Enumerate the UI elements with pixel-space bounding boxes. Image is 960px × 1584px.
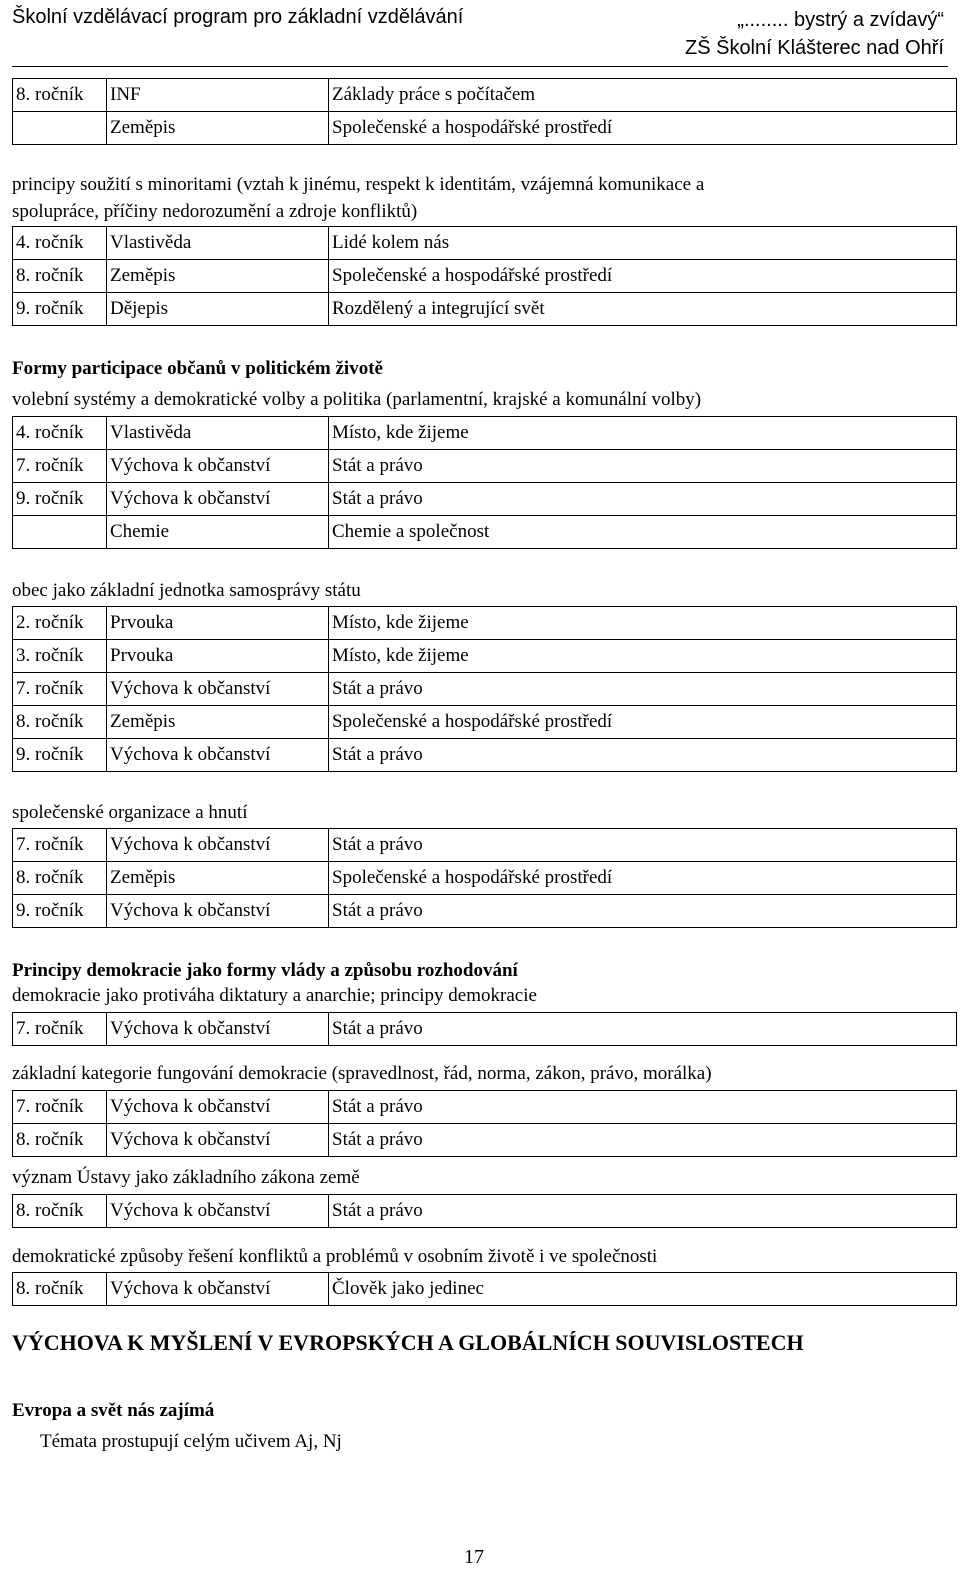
grade-cell: 4. ročník bbox=[13, 227, 107, 260]
grade-cell: 8. ročník bbox=[13, 1124, 107, 1157]
topic-cell: Stát a právo bbox=[329, 450, 957, 483]
header-school-name bbox=[685, 6, 944, 62]
table-row bbox=[13, 829, 957, 862]
subject-cell: Prvouka bbox=[107, 640, 329, 673]
subject-table-constitution bbox=[12, 1194, 957, 1228]
table-row bbox=[13, 112, 957, 145]
topic-cell: Stát a právo bbox=[329, 1013, 957, 1046]
heading-democracy-principles: Principy demokracie jako formy vlády a způsobu rozhodování bbox=[12, 960, 518, 981]
table-row bbox=[13, 1124, 957, 1157]
subject-table-elections bbox=[12, 416, 957, 549]
subject-cell: Zeměpis bbox=[107, 112, 329, 145]
grade-cell: 8. ročník bbox=[13, 706, 107, 739]
topic-cell: Chemie a společnost bbox=[329, 516, 957, 549]
paragraph-categories: základní kategorie fungování demokracie (spravedlnost, řád, norma, zákon, právo, morálka) bbox=[12, 1063, 712, 1084]
table-row bbox=[13, 516, 957, 549]
subject-cell: Výchova k občanství bbox=[107, 1195, 329, 1228]
grade-cell: 9. ročník bbox=[13, 895, 107, 928]
topic-cell: Stát a právo bbox=[329, 483, 957, 516]
subject-table-organizations bbox=[12, 828, 957, 928]
grade-cell bbox=[13, 112, 107, 145]
table-row bbox=[13, 895, 957, 928]
header-motto: „........ bystrý a zvídavý“ bbox=[737, 9, 944, 31]
header-school: ZŠ Školní Klášterec nad Ohří bbox=[684, 37, 944, 59]
table-row bbox=[13, 293, 957, 326]
topic-cell: Společenské a hospodářské prostředí bbox=[329, 112, 957, 145]
subject-cell: Výchova k občanství bbox=[107, 483, 329, 516]
subject-cell: Chemie bbox=[107, 516, 329, 549]
table-row bbox=[13, 450, 957, 483]
table-row bbox=[13, 79, 957, 112]
grade-cell: 8. ročník bbox=[13, 1195, 107, 1228]
grade-cell: 2. ročník bbox=[13, 607, 107, 640]
grade-cell: 9. ročník bbox=[13, 293, 107, 326]
topic-cell: Stát a právo bbox=[329, 829, 957, 862]
topic-cell: Společenské a hospodářské prostředí bbox=[329, 862, 957, 895]
subject-table-minority bbox=[12, 226, 957, 326]
paragraph-minority-line1: principy soužití s minoritami (vztah k jinému, respekt k identitám, vzájemná komunikace a bbox=[12, 174, 705, 195]
subject-cell: Výchova k občanství bbox=[107, 673, 329, 706]
subject-cell: Zeměpis bbox=[107, 260, 329, 293]
topic-cell: Místo, kde žijeme bbox=[329, 640, 957, 673]
paragraph-organizations: společenské organizace a hnutí bbox=[12, 802, 248, 823]
section-title-european-thinking: VÝCHOVA K MYŠLENÍ V EVROPSKÝCH A GLOBÁLNÍCH SOUVISLOSTECH bbox=[12, 1330, 804, 1355]
topic-cell: Člověk jako jedinec bbox=[329, 1273, 957, 1306]
table-row bbox=[13, 1013, 957, 1046]
subject-cell: Výchova k občanství bbox=[107, 450, 329, 483]
topic-cell: Stát a právo bbox=[329, 739, 957, 772]
subject-table-municipality bbox=[12, 606, 957, 772]
topic-cell: Stát a právo bbox=[329, 673, 957, 706]
paragraph-constitution: význam Ústavy jako základního zákona země bbox=[12, 1167, 360, 1188]
subject-cell: Výchova k občanství bbox=[107, 829, 329, 862]
subject-cell: Výchova k občanství bbox=[107, 895, 329, 928]
paragraph-municipality: obec jako základní jednotka samosprávy státu bbox=[12, 580, 361, 601]
grade-cell: 8. ročník bbox=[13, 79, 107, 112]
subject-cell: Výchova k občanství bbox=[107, 1273, 329, 1306]
table-row bbox=[13, 227, 957, 260]
table-row bbox=[13, 673, 957, 706]
grade-cell: 7. ročník bbox=[13, 1091, 107, 1124]
table-row bbox=[13, 260, 957, 293]
grade-cell: 8. ročník bbox=[13, 862, 107, 895]
header-divider bbox=[12, 66, 948, 67]
topic-cell: Stát a právo bbox=[329, 1195, 957, 1228]
topic-cell: Rozdělený a integrující svět bbox=[329, 293, 957, 326]
topic-cell: Společenské a hospodářské prostředí bbox=[329, 706, 957, 739]
table-row bbox=[13, 607, 957, 640]
paragraph-topics: Témata prostupují celým učivem Aj, Nj bbox=[40, 1431, 342, 1452]
grade-cell: 8. ročník bbox=[13, 260, 107, 293]
heading-europe: Evropa a svět nás zajímá bbox=[12, 1400, 215, 1421]
subject-cell: INF bbox=[107, 79, 329, 112]
topic-cell: Stát a právo bbox=[329, 1091, 957, 1124]
topic-cell: Místo, kde žijeme bbox=[329, 417, 957, 450]
subject-cell: Výchova k občanství bbox=[107, 1091, 329, 1124]
paragraph-minority-line2: spolupráce, příčiny nedorozumění a zdroje konfliktů) bbox=[12, 201, 418, 222]
subject-cell: Zeměpis bbox=[107, 862, 329, 895]
grade-cell: 7. ročník bbox=[13, 829, 107, 862]
subject-cell: Zeměpis bbox=[107, 706, 329, 739]
table-row bbox=[13, 706, 957, 739]
grade-cell: 9. ročník bbox=[13, 739, 107, 772]
header-school-program: Školní vzdělávací program pro základní vzdělávání bbox=[12, 6, 464, 28]
subject-table-conflicts bbox=[12, 1272, 957, 1306]
table-row bbox=[13, 1195, 957, 1228]
grade-cell: 3. ročník bbox=[13, 640, 107, 673]
subject-cell: Vlastivěda bbox=[107, 227, 329, 260]
subject-cell: Vlastivěda bbox=[107, 417, 329, 450]
subject-table-categories bbox=[12, 1090, 957, 1157]
heading-participation: Formy participace občanů v politickém životě bbox=[12, 358, 383, 379]
paragraph-conflicts: demokratické způsoby řešení konfliktů a problémů v osobním životě i ve společnosti bbox=[12, 1246, 658, 1267]
topic-cell: Základy práce s počítačem bbox=[329, 79, 957, 112]
subject-cell: Prvouka bbox=[107, 607, 329, 640]
topic-cell: Stát a právo bbox=[329, 1124, 957, 1157]
subject-table-inf bbox=[12, 78, 957, 145]
topic-cell: Stát a právo bbox=[329, 895, 957, 928]
topic-cell: Lidé kolem nás bbox=[329, 227, 957, 260]
grade-cell: 4. ročník bbox=[13, 417, 107, 450]
grade-cell: 7. ročník bbox=[13, 673, 107, 706]
paragraph-elections: volební systémy a demokratické volby a politika (parlamentní, krajské a komunální volby) bbox=[12, 389, 702, 410]
grade-cell: 7. ročník bbox=[13, 450, 107, 483]
table-row bbox=[13, 417, 957, 450]
page-number: 17 bbox=[464, 1546, 484, 1568]
table-row bbox=[13, 1091, 957, 1124]
table-row bbox=[13, 862, 957, 895]
subject-cell: Výchova k občanství bbox=[107, 1013, 329, 1046]
paragraph-counterweight: demokracie jako protiváha diktatury a anarchie; principy demokracie bbox=[12, 985, 537, 1006]
subject-cell: Výchova k občanství bbox=[107, 1124, 329, 1157]
table-row bbox=[13, 739, 957, 772]
subject-table-counterweight bbox=[12, 1012, 957, 1046]
table-row bbox=[13, 640, 957, 673]
grade-cell: 9. ročník bbox=[13, 483, 107, 516]
table-row bbox=[13, 1273, 957, 1306]
grade-cell bbox=[13, 516, 107, 549]
topic-cell: Společenské a hospodářské prostředí bbox=[329, 260, 957, 293]
table-row bbox=[13, 483, 957, 516]
grade-cell: 7. ročník bbox=[13, 1013, 107, 1046]
grade-cell: 8. ročník bbox=[13, 1273, 107, 1306]
subject-cell: Výchova k občanství bbox=[107, 739, 329, 772]
subject-cell: Dějepis bbox=[107, 293, 329, 326]
topic-cell: Místo, kde žijeme bbox=[329, 607, 957, 640]
